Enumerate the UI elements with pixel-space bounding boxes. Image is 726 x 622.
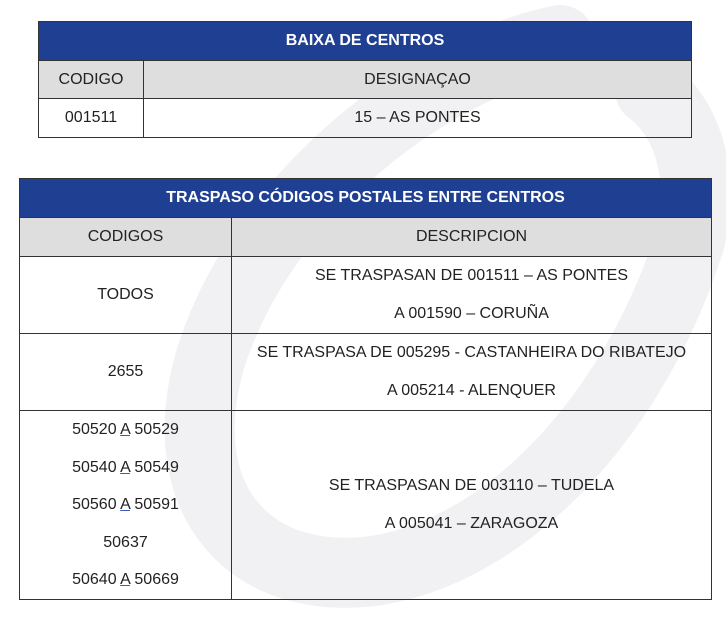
cell-descripcion: [232, 411, 712, 600]
code-single: 50637: [103, 533, 148, 551]
code-range: 50560 A 50591: [72, 496, 179, 514]
desc-line: SE TRASPASAN DE 003110 – TUDELA: [328, 477, 615, 495]
column-header-codigos: CODIGOS: [20, 218, 232, 257]
table-title: BAIXA DE CENTROS: [39, 22, 692, 61]
cell-codigos: [20, 257, 232, 334]
cell-codigos: [20, 334, 232, 411]
desc-line: A 005041 – ZARAGOZA: [384, 515, 559, 532]
desc-line: SE TRASPASA DE 005295 - CASTANHEIRA DO RIBATEJO: [256, 344, 687, 361]
cell-codigo: 001511: [39, 99, 144, 138]
table-title: TRASPASO CÓDIGOS POSTALES ENTRE CENTROS: [20, 179, 712, 218]
desc-line: A 005214 - ALENQUER: [387, 382, 556, 399]
baixa-de-centros-table: [38, 21, 692, 138]
column-header-codigo: CODIGO: [39, 61, 144, 99]
column-header-designacao: DESIGNAÇAO: [144, 61, 692, 99]
code-range: 50540 A 50549: [72, 458, 179, 476]
code-range: 50520 A 50529: [72, 421, 179, 439]
code-range: 50640 A 50669: [72, 571, 179, 589]
cell-descripcion: [232, 334, 712, 411]
column-header-descripcion: DESCRIPCION: [232, 218, 712, 257]
cell-designacao: 15 – AS PONTES: [144, 99, 692, 138]
cell-descripcion: [232, 257, 712, 334]
table-row: [20, 334, 712, 411]
cell-codigos: [20, 411, 232, 600]
table-row: [20, 257, 712, 334]
desc-line: A 001590 – CORUÑA: [394, 305, 549, 322]
traspaso-codigos-table: [19, 178, 712, 600]
code-line: TODOS: [97, 286, 154, 303]
desc-line: SE TRASPASAN DE 001511 – AS PONTES: [314, 267, 629, 284]
code-line: 2655: [107, 363, 144, 380]
table-row: [20, 411, 712, 600]
